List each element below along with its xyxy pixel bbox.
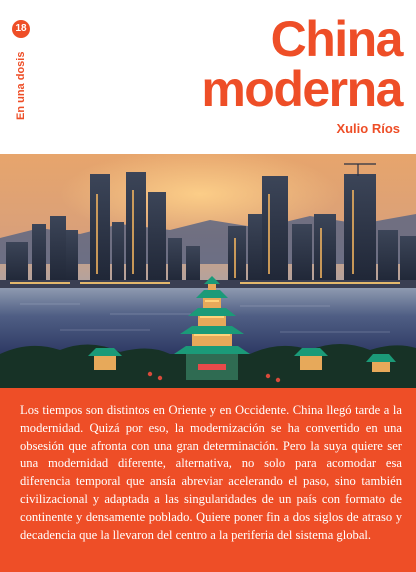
blurb-text: Los tiempos son distintos en Oriente y en Occidente. China llegó tarde a la modernidad. Quizá por eso, la modernización se ha convertido en una obsesión que afronta con una gran determinación. Pero la suya quiere ser una modernidad diferente, alternativa, no solo para acomodar esa diferencia temporal que ansía abreviar acelerando el paso, sino también civilizacional y adaptada a las singularidades de un país con formato de continente y densamente poblado. Quiere poner fin a dos siglos de atraso y decadencia que la llevaron del centro a la periferia del sistema global. <box>20 403 402 542</box>
back-cover-blurb <box>0 388 416 572</box>
author-name: Xulio Ríos <box>336 121 400 136</box>
series-name: En una dosis <box>15 51 27 120</box>
title-line-2: moderna <box>201 61 402 117</box>
series-number-badge: 18 <box>12 20 30 38</box>
cityscape-photo <box>0 154 416 388</box>
book-title <box>201 11 402 117</box>
title-line-1: China <box>270 11 402 67</box>
